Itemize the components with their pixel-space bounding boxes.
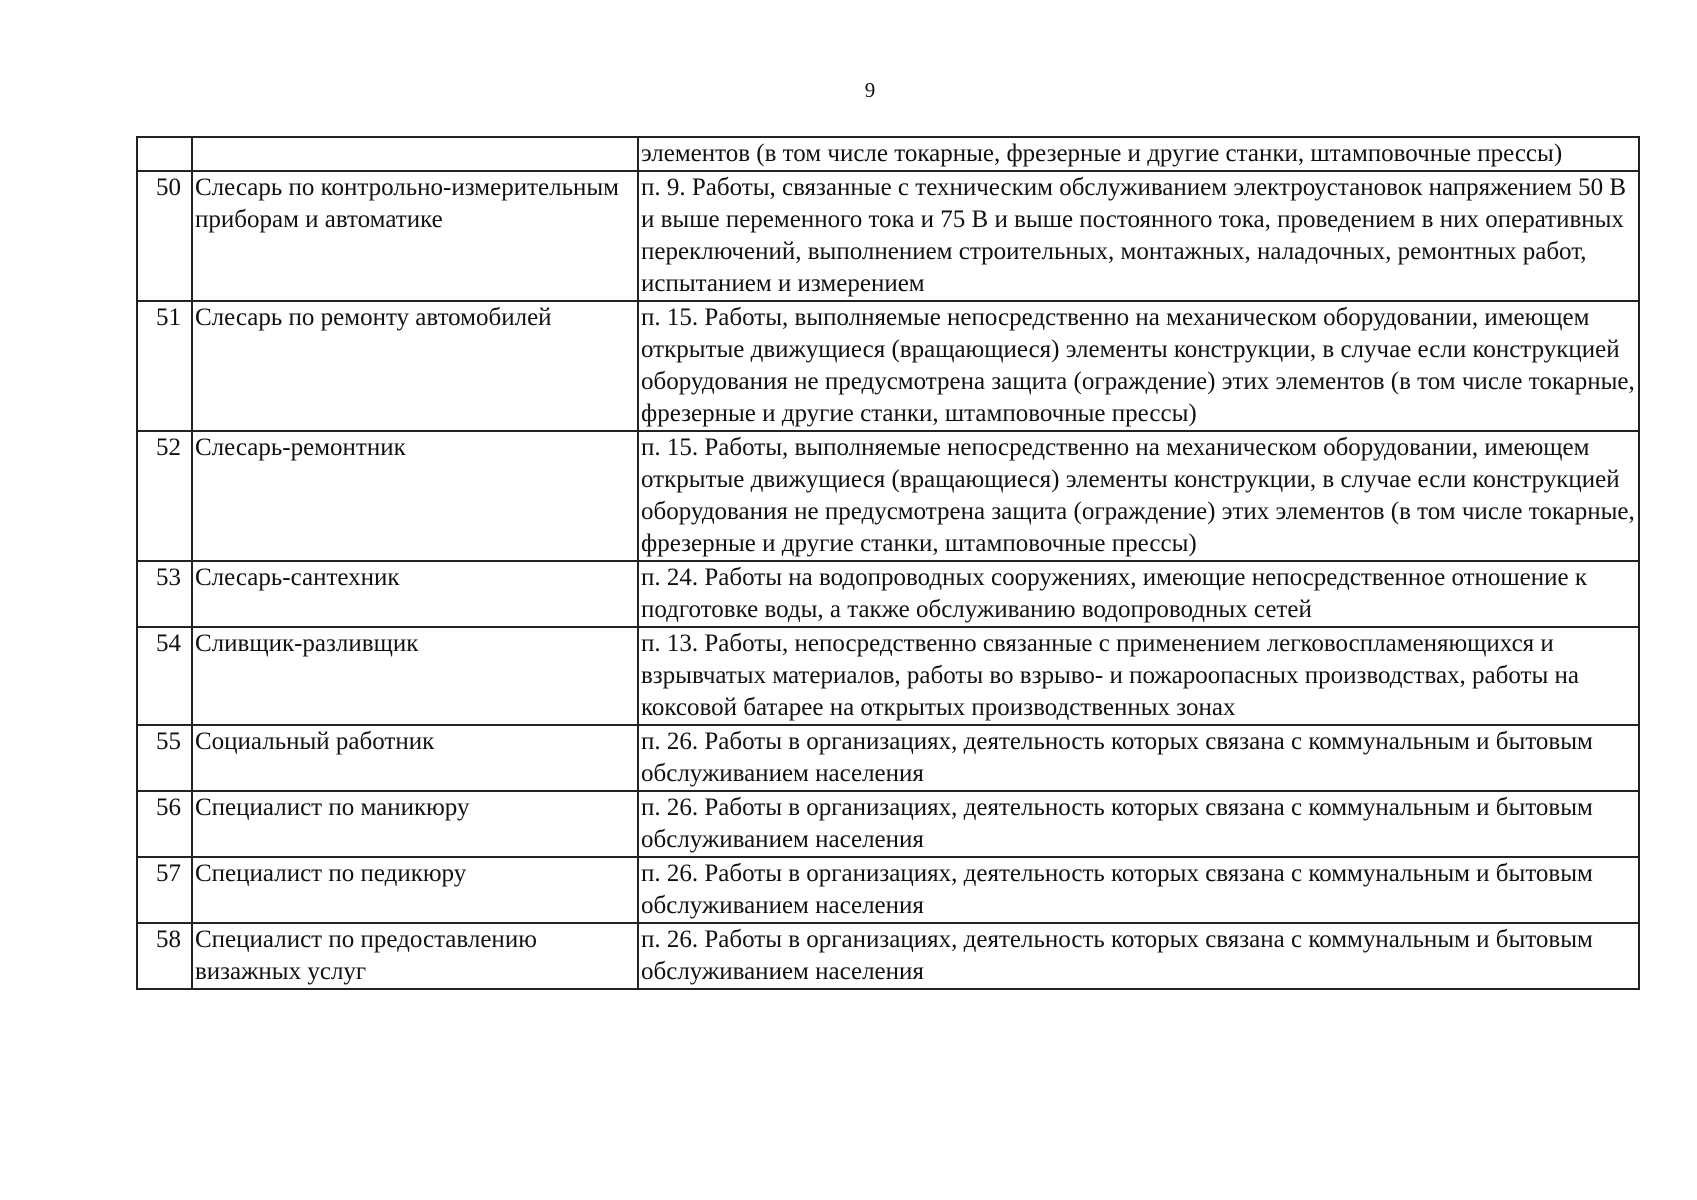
job-title: Специалист по педикюру [192,857,638,923]
job-title: Специалист по маникюру [192,791,638,857]
work-description: п. 9. Работы, связанные с техническим обслуживанием электроустановок напряжением 50 В и выше переменного тока и 75 В и выше постоянного тока, проведением в них оперативных переключений, выполнением строительных, монтажных, наладочных, ремонтных работ, испытанием и измерением [638,171,1639,301]
page-number: 9 [864,78,876,102]
row-number: 57 [137,857,192,923]
work-description: п. 26. Работы в организациях, деятельность которых связана с коммунальным и бытовым обслуживанием населения [638,857,1639,923]
table-row [137,561,1639,627]
job-title [192,137,638,171]
row-number [137,137,192,171]
table-row [137,725,1639,791]
table-row [137,137,1639,171]
row-number: 52 [137,431,192,561]
job-title: Слесарь по ремонту автомобилей [192,301,638,431]
table-row [137,923,1639,989]
work-description: п. 26. Работы в организациях, деятельность которых связана с коммунальным и бытовым обслуживанием населения [638,791,1639,857]
work-description: п. 24. Работы на водопроводных сооружениях, имеющие непосредственное отношение к подготовке воды, а также обслуживанию водопроводных сетей [638,561,1639,627]
work-description: п. 26. Работы в организациях, деятельность которых связана с коммунальным и бытовым обслуживанием населения [638,923,1639,989]
row-number: 51 [137,301,192,431]
job-title: Специалист по предоставлению визажных услуг [192,923,638,989]
row-number: 58 [137,923,192,989]
row-number: 50 [137,171,192,301]
table-row [137,301,1639,431]
table-row [137,791,1639,857]
table-row [137,857,1639,923]
work-description: п. 13. Работы, непосредственно связанные с применением легковоспламеняющихся и взрывчатых материалов, работы во взрыво- и пожароопасных производствах, работы на коксовой батарее на открытых производственных зонах [638,627,1639,725]
job-title: Слесарь-ремонтник [192,431,638,561]
job-title: Сливщик-разливщик [192,627,638,725]
work-description: п. 15. Работы, выполняемые непосредственно на механическом оборудовании, имеющем открытые движущиеся (вращающиеся) элементы конструкции, в случае если конструкцией оборудования не предусмотрена защита (ограждение) этих элементов (в том числе токарные, фрезерные и другие станки, штамповочные прессы) [638,301,1639,431]
work-description: элементов (в том числе токарные, фрезерные и другие станки, штамповочные прессы) [638,137,1639,171]
professions-table [136,136,1640,990]
row-number: 54 [137,627,192,725]
row-number: 53 [137,561,192,627]
table-row [137,171,1639,301]
work-description: п. 15. Работы, выполняемые непосредственно на механическом оборудовании, имеющем открытые движущиеся (вращающиеся) элементы конструкции, в случае если конструкцией оборудования не предусмотрена защита (ограждение) этих элементов (в том числе токарные, фрезерные и другие станки, штамповочные прессы) [638,431,1639,561]
job-title: Слесарь по контрольно-измерительным приборам и автоматике [192,171,638,301]
work-description: п. 26. Работы в организациях, деятельность которых связана с коммунальным и бытовым обслуживанием населения [638,725,1639,791]
job-title: Слесарь-сантехник [192,561,638,627]
job-title: Социальный работник [192,725,638,791]
row-number: 55 [137,725,192,791]
table-row [137,431,1639,561]
row-number: 56 [137,791,192,857]
table-row [137,627,1639,725]
